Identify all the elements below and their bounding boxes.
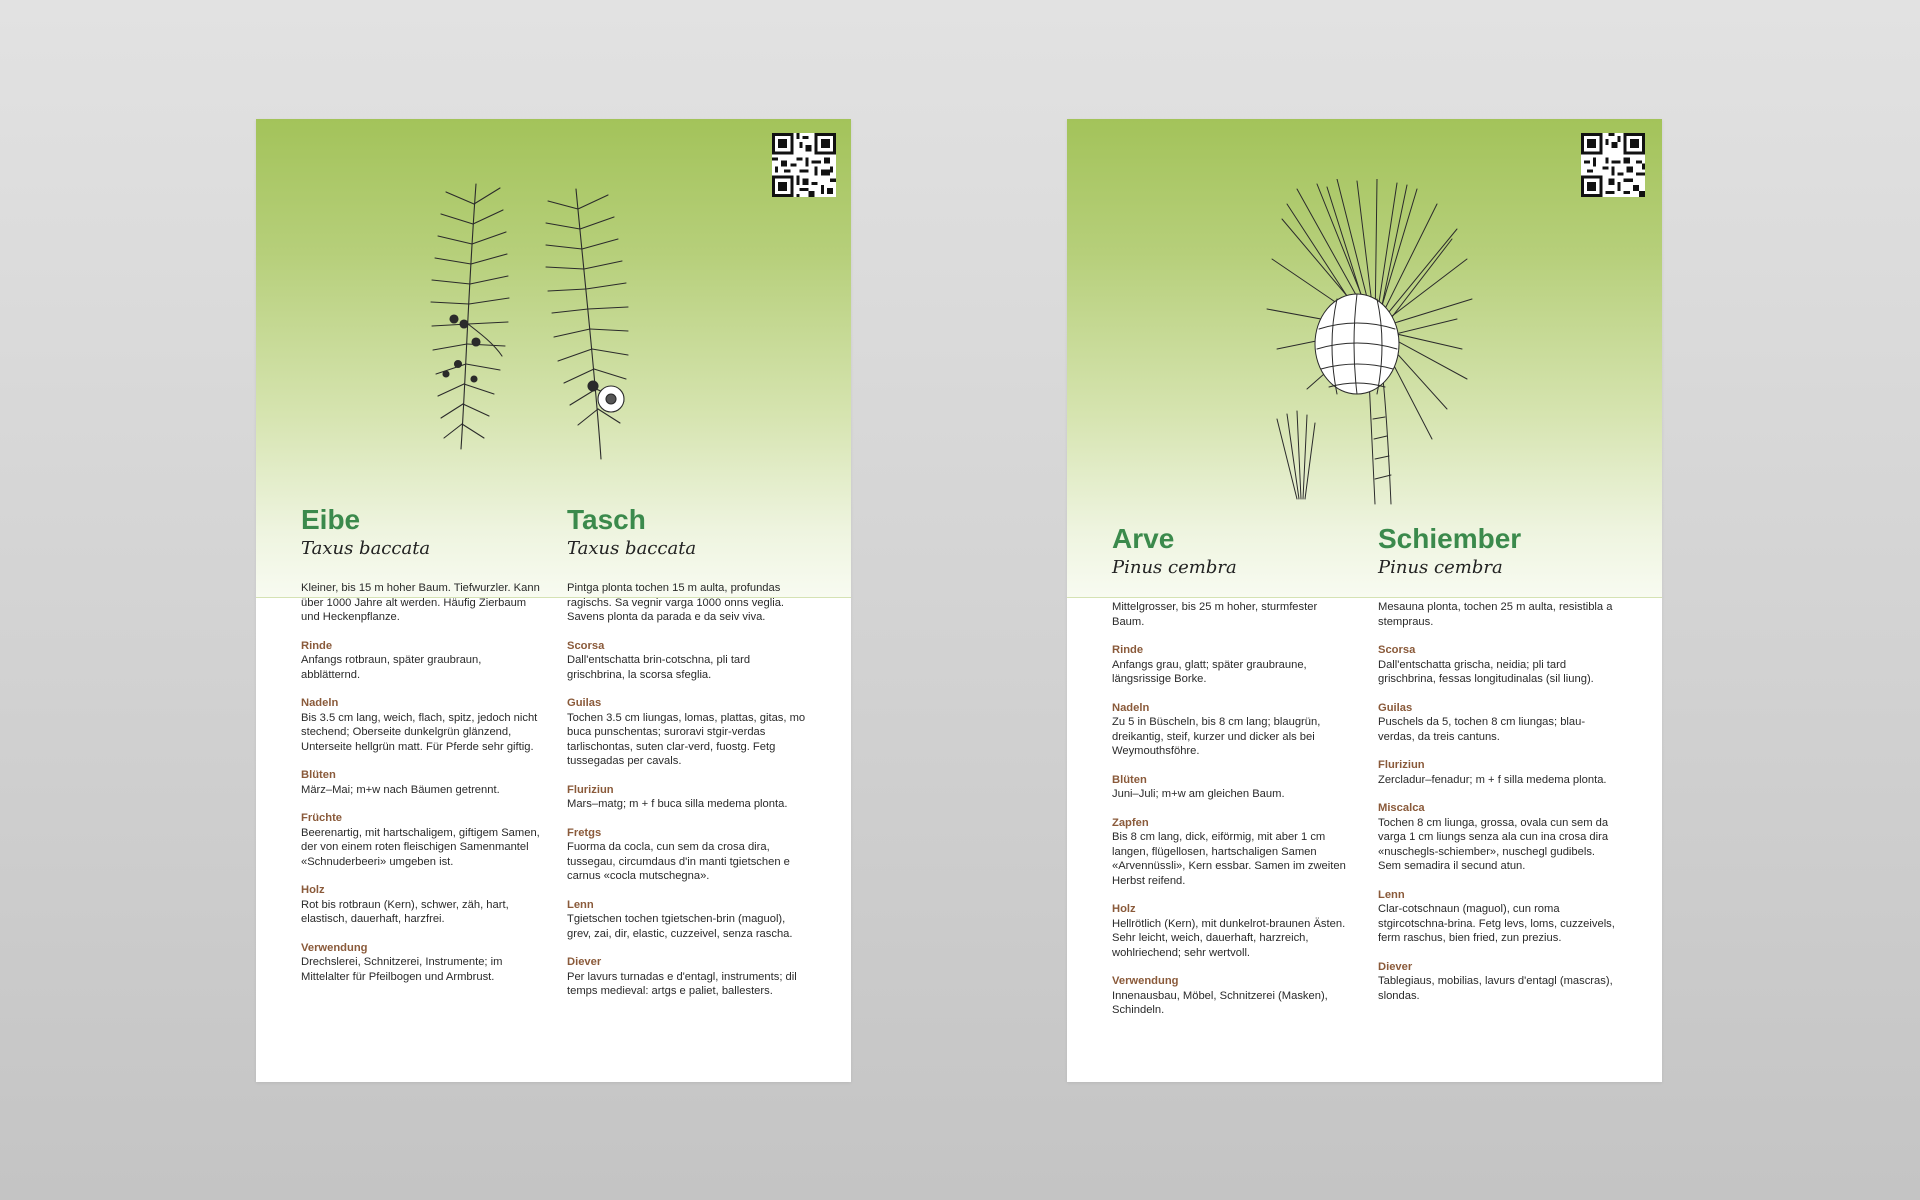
qr-code-icon[interactable] (772, 133, 836, 197)
section-heading: Verwendung (301, 941, 368, 954)
section-heading: Rinde (1112, 644, 1144, 656)
section (1112, 816, 1352, 889)
section (567, 826, 807, 884)
column-german (301, 503, 541, 984)
section-text: Anfangs rotbraun, später graubraun, abblätternd. (301, 654, 482, 681)
section (1378, 801, 1618, 874)
section-text: Per lavurs turnadas e d'entagl, instruments; dil temps medieval: artgs e paliet, ballesters. (567, 970, 797, 997)
section-heading: Rinde (301, 639, 333, 652)
section-heading: Guilas (567, 697, 602, 709)
section-text: Dall'entschatta brin-cotschna, pli tard grischbrina, la scorsa sfeglia. (567, 654, 751, 681)
section-heading: Zapfen (1112, 816, 1149, 829)
section (1112, 701, 1352, 759)
section-heading: Holz (1112, 903, 1136, 915)
section (567, 783, 807, 812)
section-heading: Früchte (301, 812, 343, 824)
column-german (1112, 522, 1352, 1018)
section-heading: Fluriziun (1378, 759, 1425, 771)
latin-name: Taxus baccata (567, 538, 697, 559)
yew-branch-icon (406, 174, 706, 464)
section-text: Puschels da 5, tochen 8 cm liungas; blau-verdas, da treis cantuns. (1378, 716, 1586, 743)
section (567, 696, 807, 769)
section-text: Dall'entschatta grischa, neidia; pli tard grischbrina, fessas longitudinalas (sil liung). (1378, 658, 1594, 685)
section (1378, 960, 1618, 1004)
section-heading: Diever (567, 956, 602, 968)
section (1378, 888, 1618, 946)
section (301, 639, 541, 683)
section (1112, 773, 1352, 802)
section (1378, 701, 1618, 745)
intro-text: Pintga plonta tochen 15 m aulta, profundas ragischs. Sa vegnir varga 1000 onns veglia. Savens plonta da parada e da seiv viva. (567, 582, 785, 623)
section-text: Bis 3.5 cm lang, weich, flach, spitz, jedoch nicht stechend; Oberseite dunkelgrün glänzend, Unterseite hellgrün matt. Für Pferde sehr giftig. (301, 711, 538, 753)
section-heading: Verwendung (1112, 975, 1179, 987)
section (301, 811, 541, 869)
column-romansh (567, 503, 807, 999)
column-romansh (1378, 522, 1618, 1003)
section-text: Bis 8 cm lang, dick, eiförmig, mit aber 1 cm langen, flügellosen, hartschaligen Samen «Arvennüssli», Kern essbar. Samen im zweiten Herbst reifend. (1112, 831, 1346, 887)
section-text: Tochen 3.5 cm liungas, lomas, plattas, gitas, mo buca punschentas; suroravi stgir-verdas tarlischontas, suten clar-verd, fuostg. Fetg tussegadas per cavals. (567, 711, 806, 767)
species-card-yew (256, 119, 851, 1082)
section-text: Drechslerei, Schnitzerei, Instrumente; im Mittelalter für Pfeilbogen und Armbrust. (301, 956, 503, 983)
section-text: Zu 5 in Büscheln, bis 8 cm lang; blaugrün, dreikantig, steif, kurzer und dicker als bei Weymouthsföhre. (1112, 716, 1321, 757)
species-name: Eibe (301, 504, 361, 535)
latin-name: Pinus cembra (1378, 557, 1503, 578)
species-name: Tasch (567, 504, 646, 535)
section-heading: Fluriziun (567, 783, 614, 796)
section-heading: Lenn (567, 898, 594, 911)
species-name: Arve (1112, 523, 1175, 554)
section-text: Zercladur–fenadur; m + f silla medema plonta. (1378, 773, 1607, 786)
section-heading: Scorsa (567, 639, 605, 652)
section (301, 941, 541, 985)
section (567, 898, 807, 942)
section-heading: Miscalca (1378, 802, 1425, 814)
section-heading: Scorsa (1378, 644, 1416, 656)
section-heading: Holz (301, 884, 325, 896)
section-text: Innenausbau, Möbel, Schnitzerei (Masken), Schindeln. (1112, 989, 1328, 1016)
section-heading: Blüten (301, 769, 336, 781)
section-text: Tablegiaus, mobilias, lavurs d'entagl (mascras), slondas. (1378, 975, 1613, 1002)
section-text: Tgietschen tochen tgietschen-brin (maguol), grev, zai, dir, elastic, cuzzeivel, senza rascha. (567, 913, 793, 940)
section-heading: Blüten (1112, 773, 1147, 786)
section-text: Fuorma da cocla, cun sem da crosa dira, tussegau, circumdaus d'in manti tgietschen e carnus «cocla mutschegna». (567, 841, 790, 882)
section-text: Anfangs grau, glatt; später graubraune, längsrissige Borke. (1112, 658, 1307, 685)
section (1112, 643, 1352, 687)
intro-text: Kleiner, bis 15 m hoher Baum. Tiefwurzler. Kann über 1000 Jahre alt werden. Häufig Zierbaum und Heckenpflanze. (301, 582, 540, 623)
section (567, 639, 807, 683)
section (301, 883, 541, 927)
section (1378, 643, 1618, 687)
section-text: Hellrötlich (Kern), mit dunkelrot-braunen Ästen. Sehr leicht, weich, dauerhaft, harzreich, wohlriechend; sehr wertvoll. (1112, 917, 1346, 959)
intro-text: Mittelgrosser, bis 25 m hoher, sturmfester Baum. (1112, 601, 1318, 628)
section-heading: Diever (1378, 960, 1413, 973)
section-text: März–Mai; m+w nach Bäumen getrennt. (301, 783, 500, 796)
section-heading: Lenn (1378, 888, 1405, 901)
section (1112, 902, 1352, 960)
species-card-pine (1067, 119, 1662, 1082)
section-text: Clar-cotschnaun (maguol), cun roma stgircotschna-brina. Fetg levs, loms, cuzzeivels, ferm raschus, bien fried, zun prezius. (1378, 903, 1615, 944)
latin-name: Taxus baccata (301, 538, 431, 559)
section-text: Beerenartig, mit hartschaligem, giftigem Samen, der von einem roten fleischigen Samenmantel «Schnuderbeeri» umgeben ist. (301, 826, 540, 868)
section-text: Tochen 8 cm liunga, grossa, ovala cun sem da varga 1 cm liungs senza ala cun ina crosa dira «nuschegls-schiember», nuschegl gudibels. Sem semadira il secund atun. (1378, 816, 1609, 872)
section-text: Rot bis rotbraun (Kern), schwer, zäh, hart, elastisch, dauerhaft, harzfrei. (301, 898, 509, 925)
section (1112, 974, 1352, 1018)
section-heading: Guilas (1378, 701, 1413, 714)
section (301, 696, 541, 754)
section-text: Mars–matg; m + f buca silla medema plonta. (567, 798, 788, 810)
section (1378, 758, 1618, 787)
section (301, 768, 541, 797)
section (567, 955, 807, 999)
latin-name: Pinus cembra (1112, 557, 1237, 578)
section-text: Juni–Juli; m+w am gleichen Baum. (1112, 788, 1285, 800)
species-name: Schiember (1378, 523, 1522, 554)
section-heading: Fretgs (567, 826, 602, 839)
section-heading: Nadeln (301, 697, 339, 709)
pine-branch-icon (1257, 179, 1477, 509)
section-heading: Nadeln (1112, 701, 1150, 714)
qr-code-icon[interactable] (1581, 133, 1645, 197)
intro-text: Mesauna plonta, tochen 25 m aulta, resistibla a stempraus. (1378, 601, 1613, 628)
